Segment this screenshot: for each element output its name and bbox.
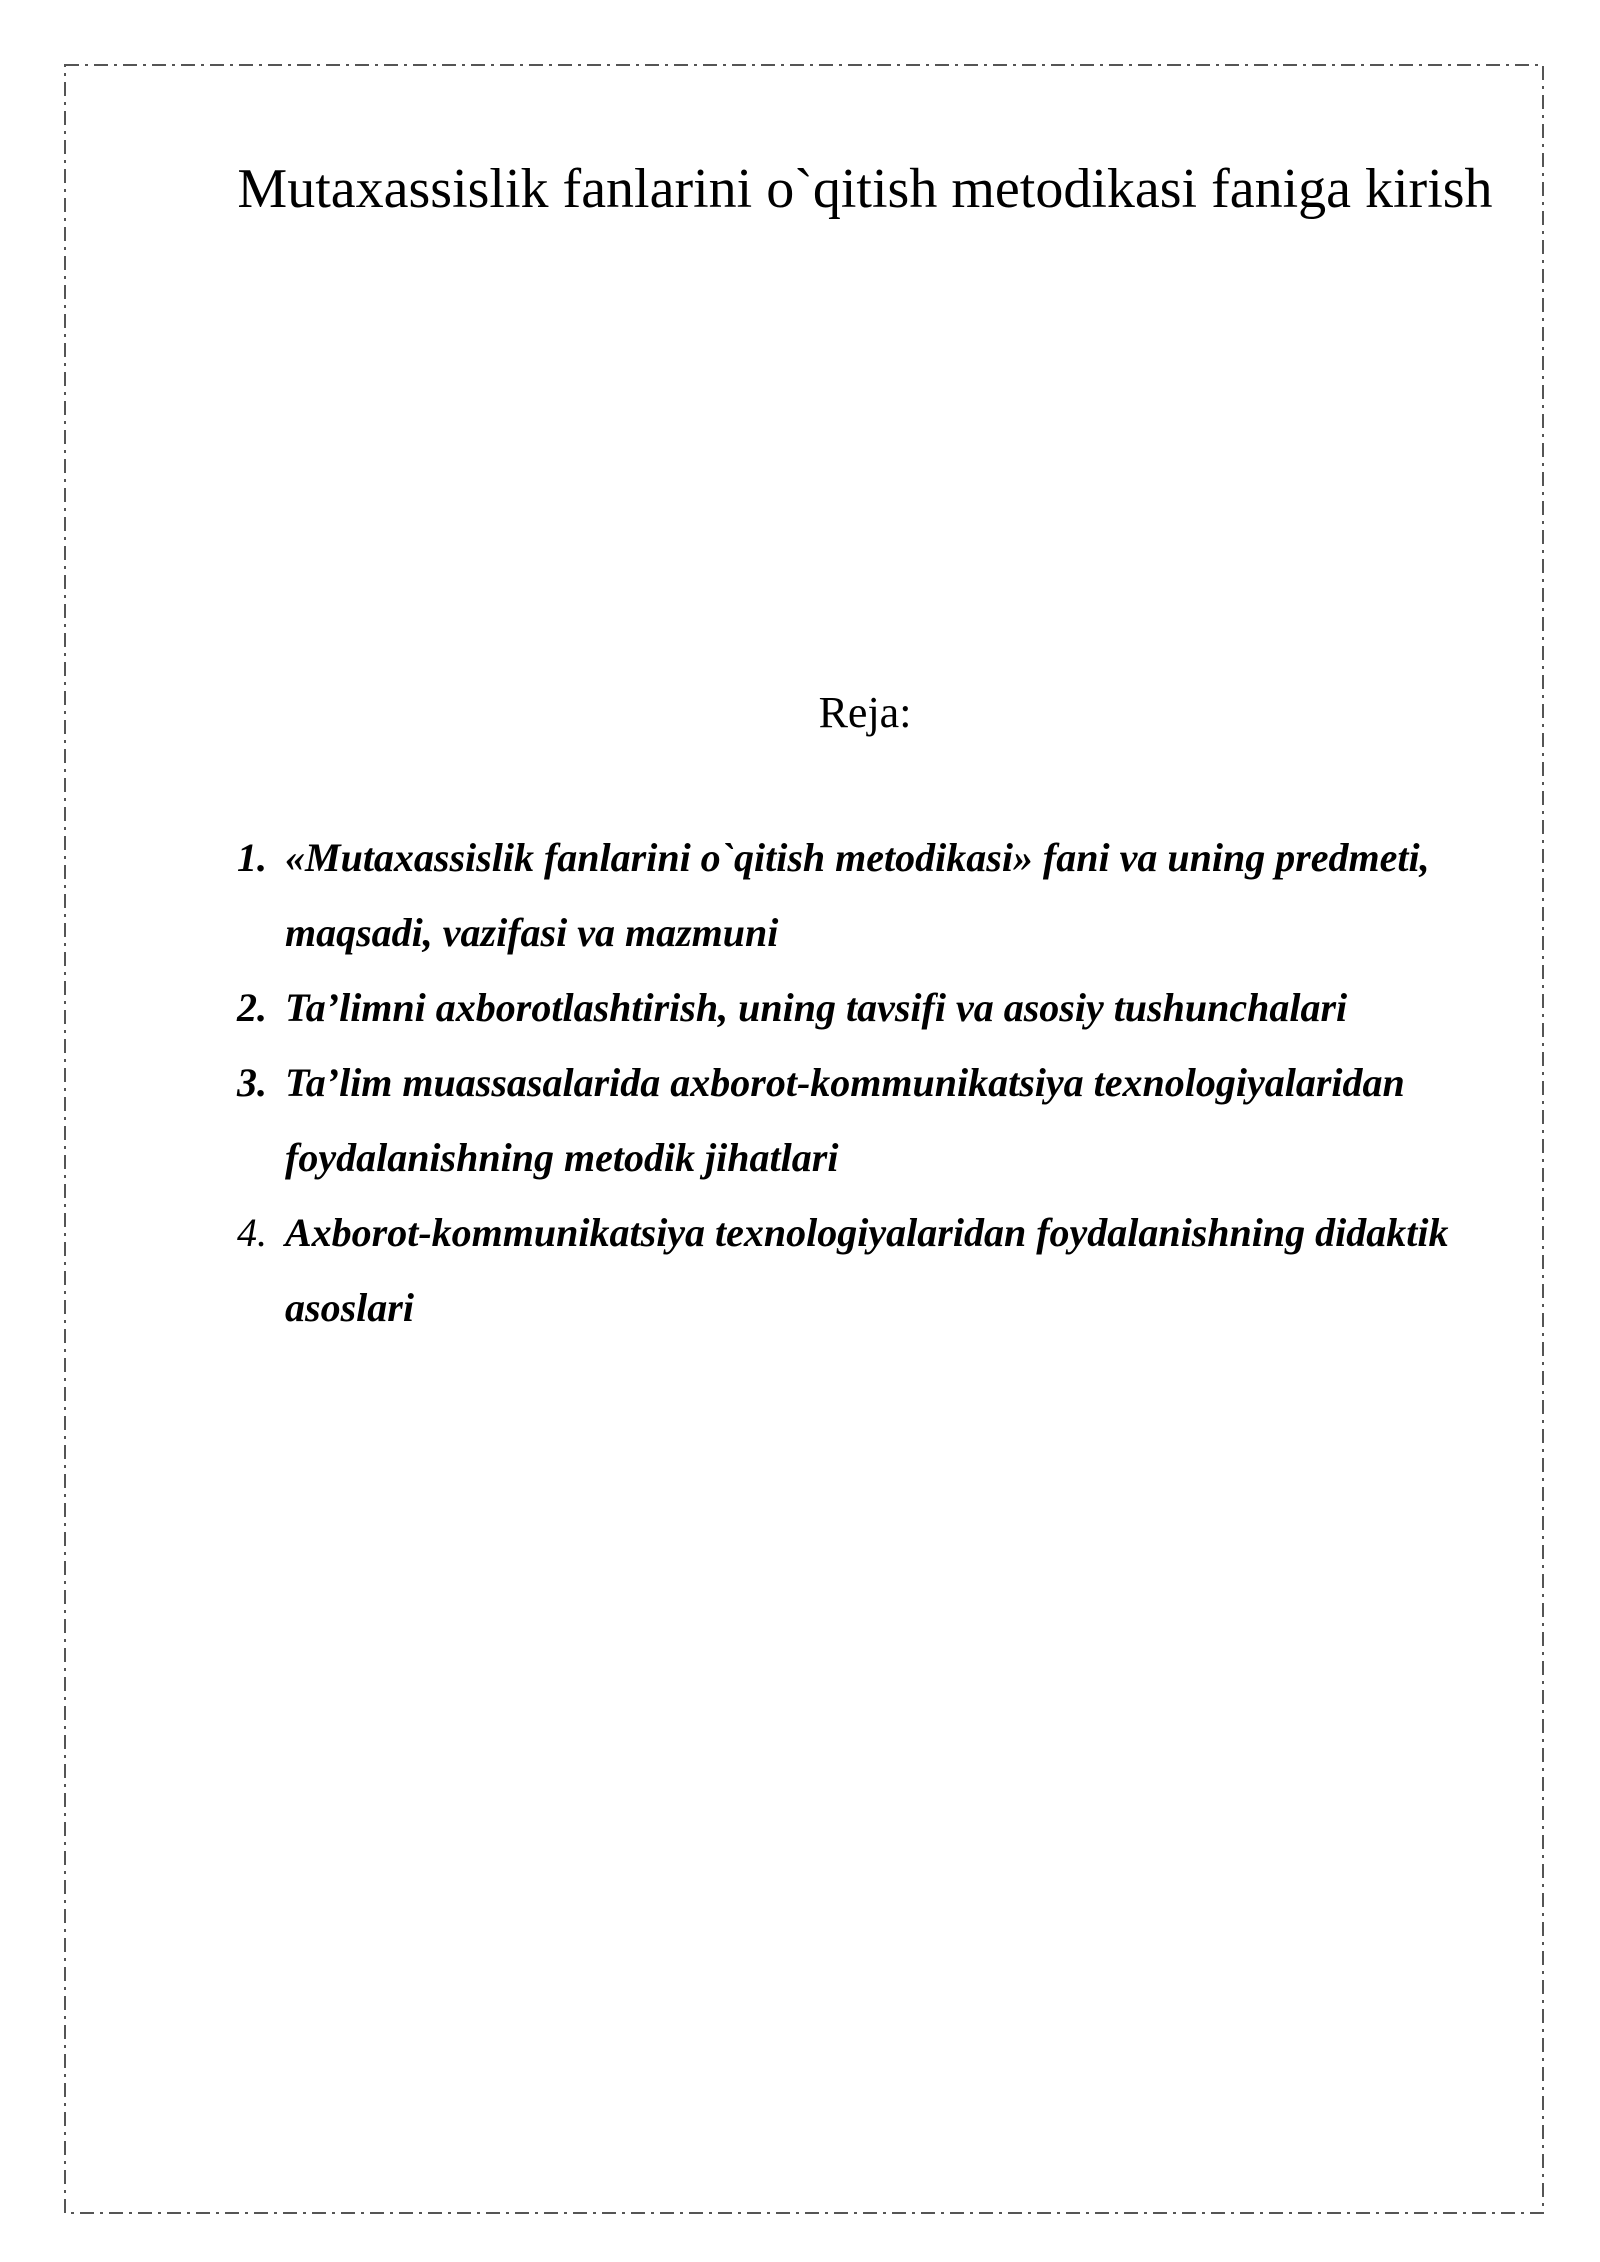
plan-item-text: «Mutaxassislik fanlarini o`qitish metodikasi» fani va uning predmeti, maqsadi, vazifasi va mazmuni [285, 835, 1430, 955]
page-title: Mutaxassislik fanlarini o`qitish metodikasi faniga kirish [237, 158, 1493, 220]
plan-item-number: 1. [237, 835, 267, 880]
plan-item-text: Ta’lim muassasalarida axborot-kommunikatsiya texnologiyalaridan foydalanishning metodik jihatlari [285, 1060, 1405, 1180]
plan-heading: Reja: [818, 688, 912, 737]
plan-item-number: 2. [237, 985, 267, 1030]
plan-item [230, 1195, 1500, 1345]
plan-item [230, 1045, 1500, 1195]
plan-item-number: 3. [237, 1060, 267, 1105]
plan-item-text: Ta’limni axborotlashtirish, uning tavsifi va asosiy tushunchalari [285, 985, 1348, 1030]
plan-list [230, 820, 1500, 1345]
plan-item [230, 820, 1500, 970]
plan-item-number: 4. [237, 1210, 267, 1255]
plan-item [230, 970, 1500, 1045]
plan-item-text: Axborot-kommunikatsiya texnologiyalaridan foydalanishning didaktik asoslari [285, 1210, 1449, 1330]
